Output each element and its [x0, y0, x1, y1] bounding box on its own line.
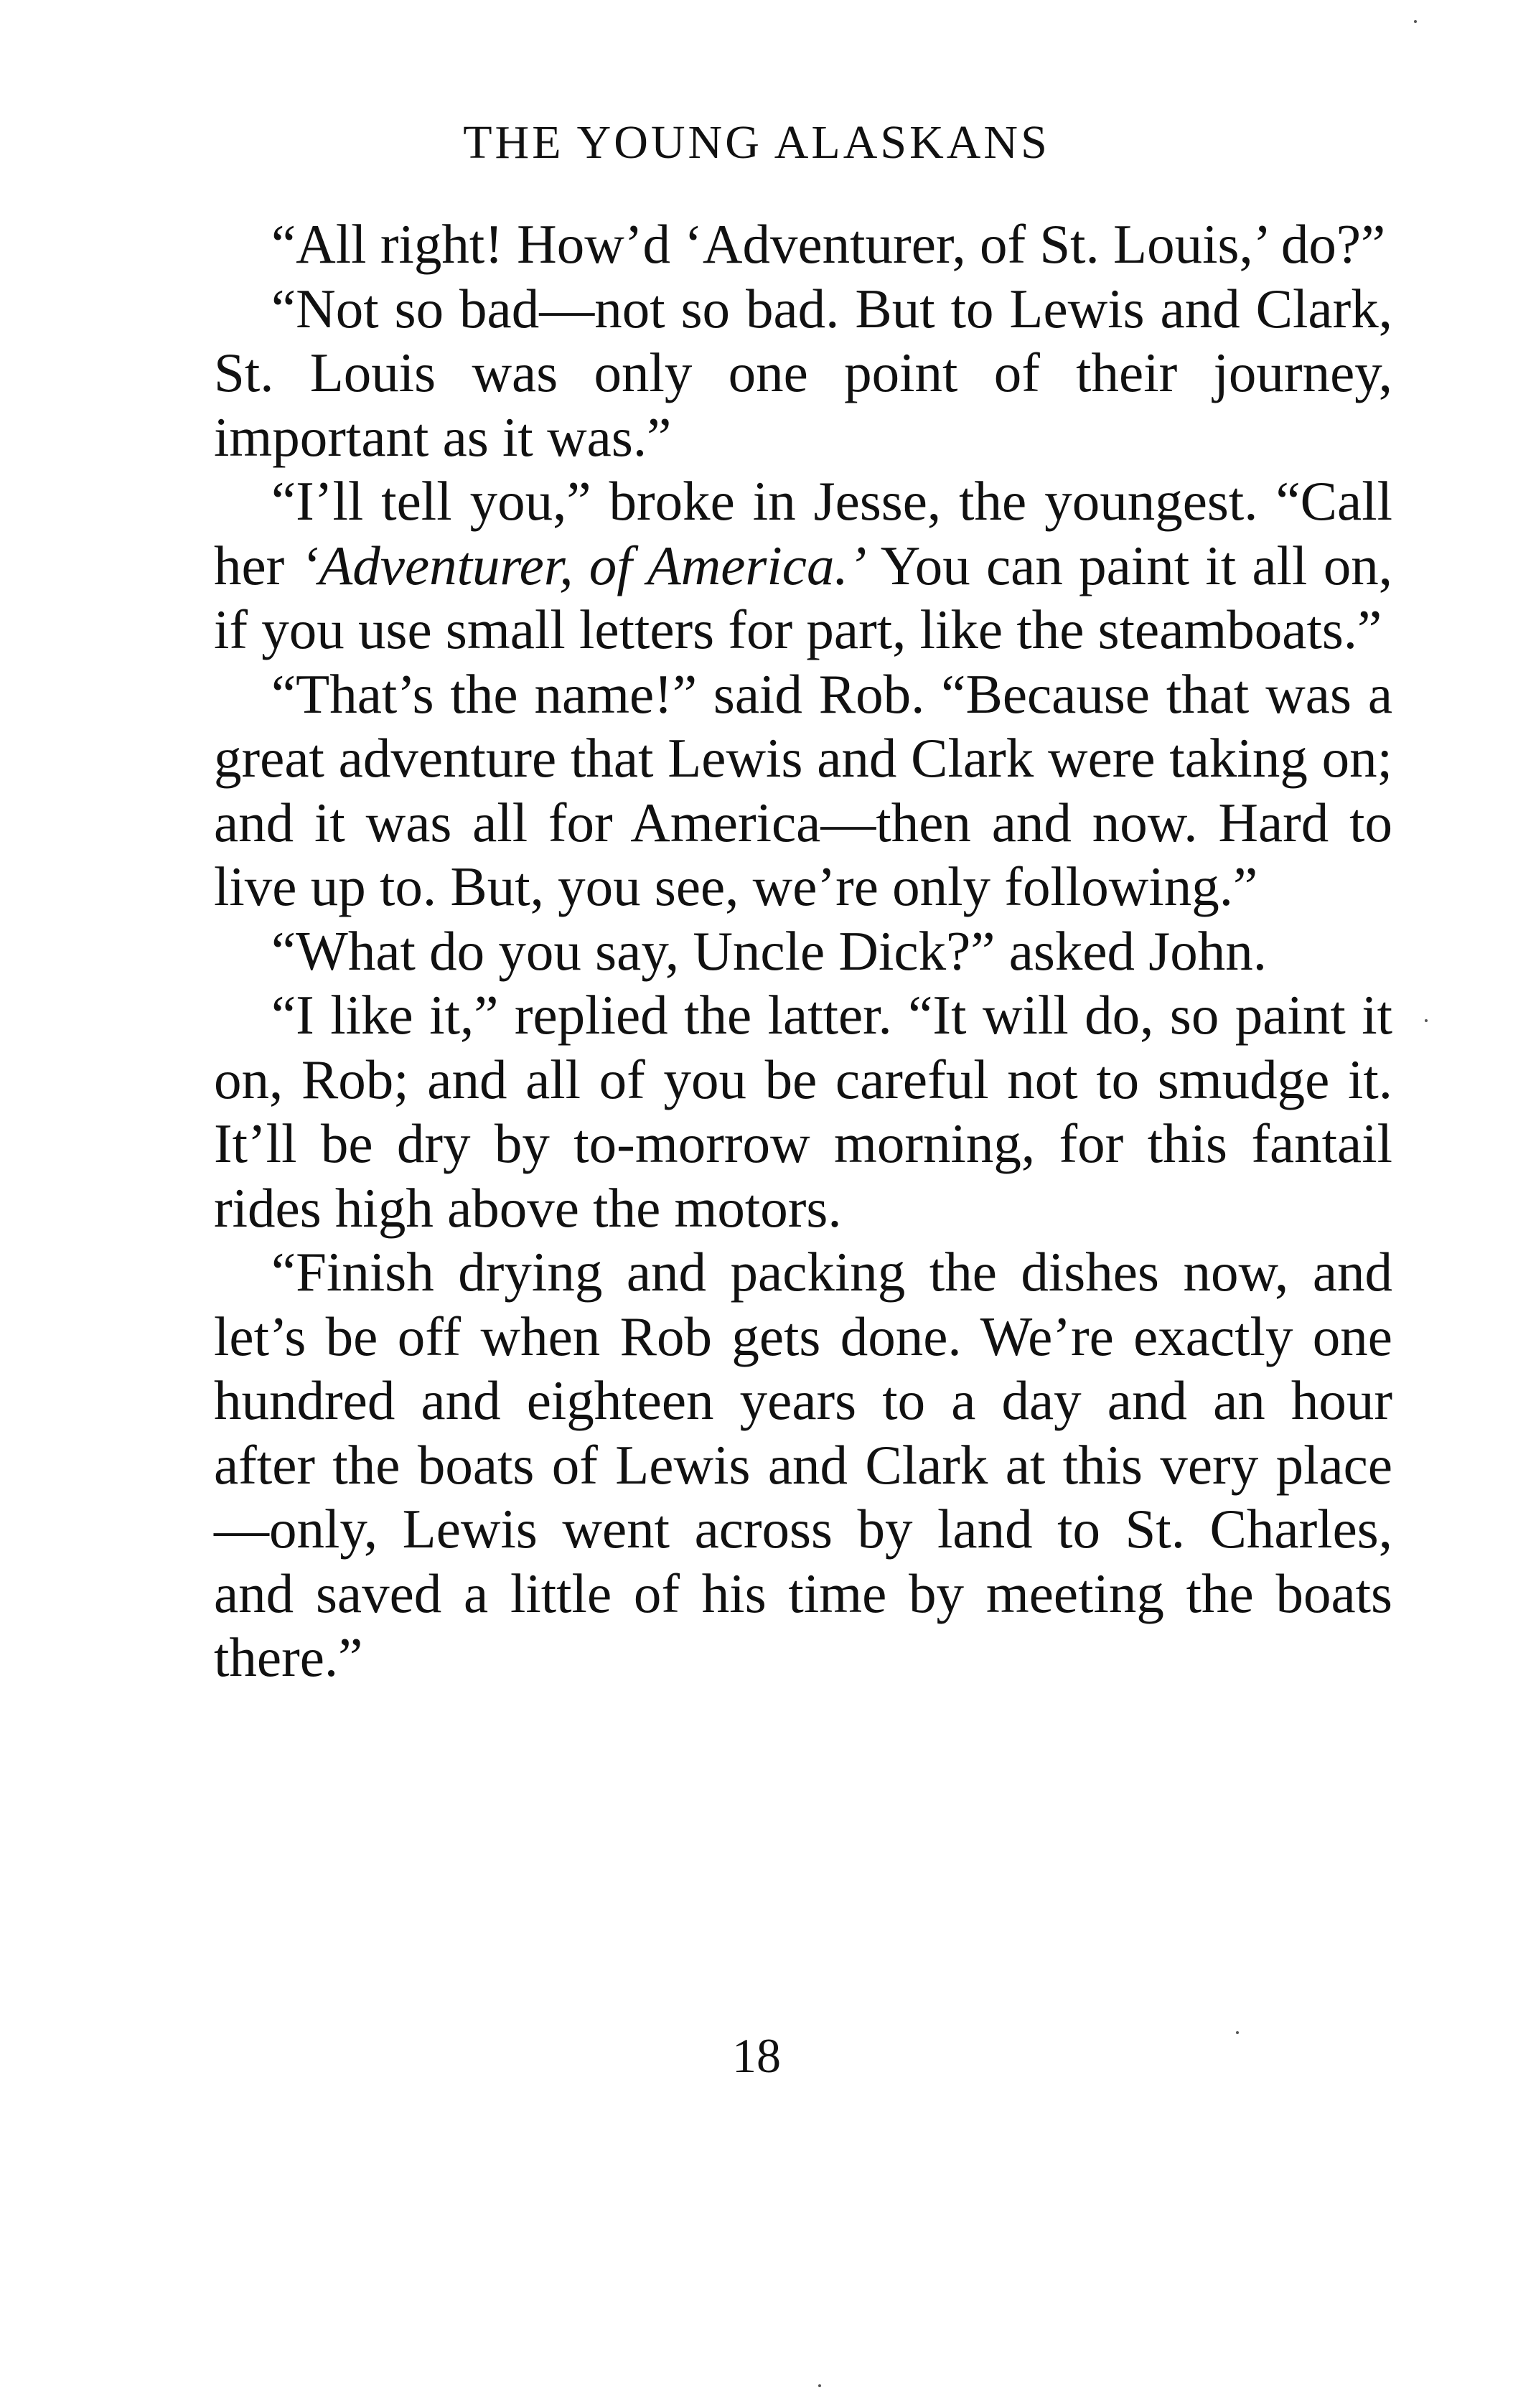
body-text	[214, 212, 1392, 1690]
paragraph-text: You can paint it all on, if you use small letters for part, like the steamboats.”	[214, 534, 1392, 660]
paragraph: “All right! How’d ‘Adventurer, of St. Louis,’ do?”	[271, 213, 1386, 275]
italic-boat-name: ‘Adventurer, of America.’	[300, 534, 867, 596]
paper-speck	[1425, 1019, 1428, 1022]
paper-speck	[1414, 20, 1417, 23]
paragraph: “That’s the name!” said Rob. “Because that was a great adventure that Lewis and Clark were taking on; and it was all for America—then and now. Hard to live up to. But, you see, we’re only following.”	[214, 662, 1392, 917]
paragraph: “Not so bad—not so bad. But to Lewis and Clark, St. Louis was only one point of their journey, important as it was.”	[214, 277, 1392, 468]
paragraph: “I like it,” replied the latter. “It will do, so paint it on, Rob; and all of you be careful not to smudge it. It’ll be dry by to-morrow morning, for this fantail rides high above the motors.	[214, 984, 1392, 1239]
paragraph	[214, 469, 1392, 662]
running-head: THE YOUNG ALASKANS	[463, 116, 1050, 169]
paper-speck	[1236, 2031, 1239, 2034]
paragraph: “Finish drying and packing the dishes now, and let’s be off when Rob gets done. We’re exactly one hundred and eighteen years to a day and an hour after the boats of Lewis and Clark at this very place—only, Lewis went across by land to St. Charles, and saved a little of his time by meeting the boats there.”	[214, 1241, 1392, 1688]
paper-speck	[818, 2384, 821, 2387]
page-number: 18	[732, 2028, 781, 2083]
paragraph: “What do you say, Uncle Dick?” asked John.	[271, 919, 1267, 982]
paragraph-text: “I’ll tell you,” broke in Jesse, the youngest. “Call her	[214, 470, 1392, 596]
